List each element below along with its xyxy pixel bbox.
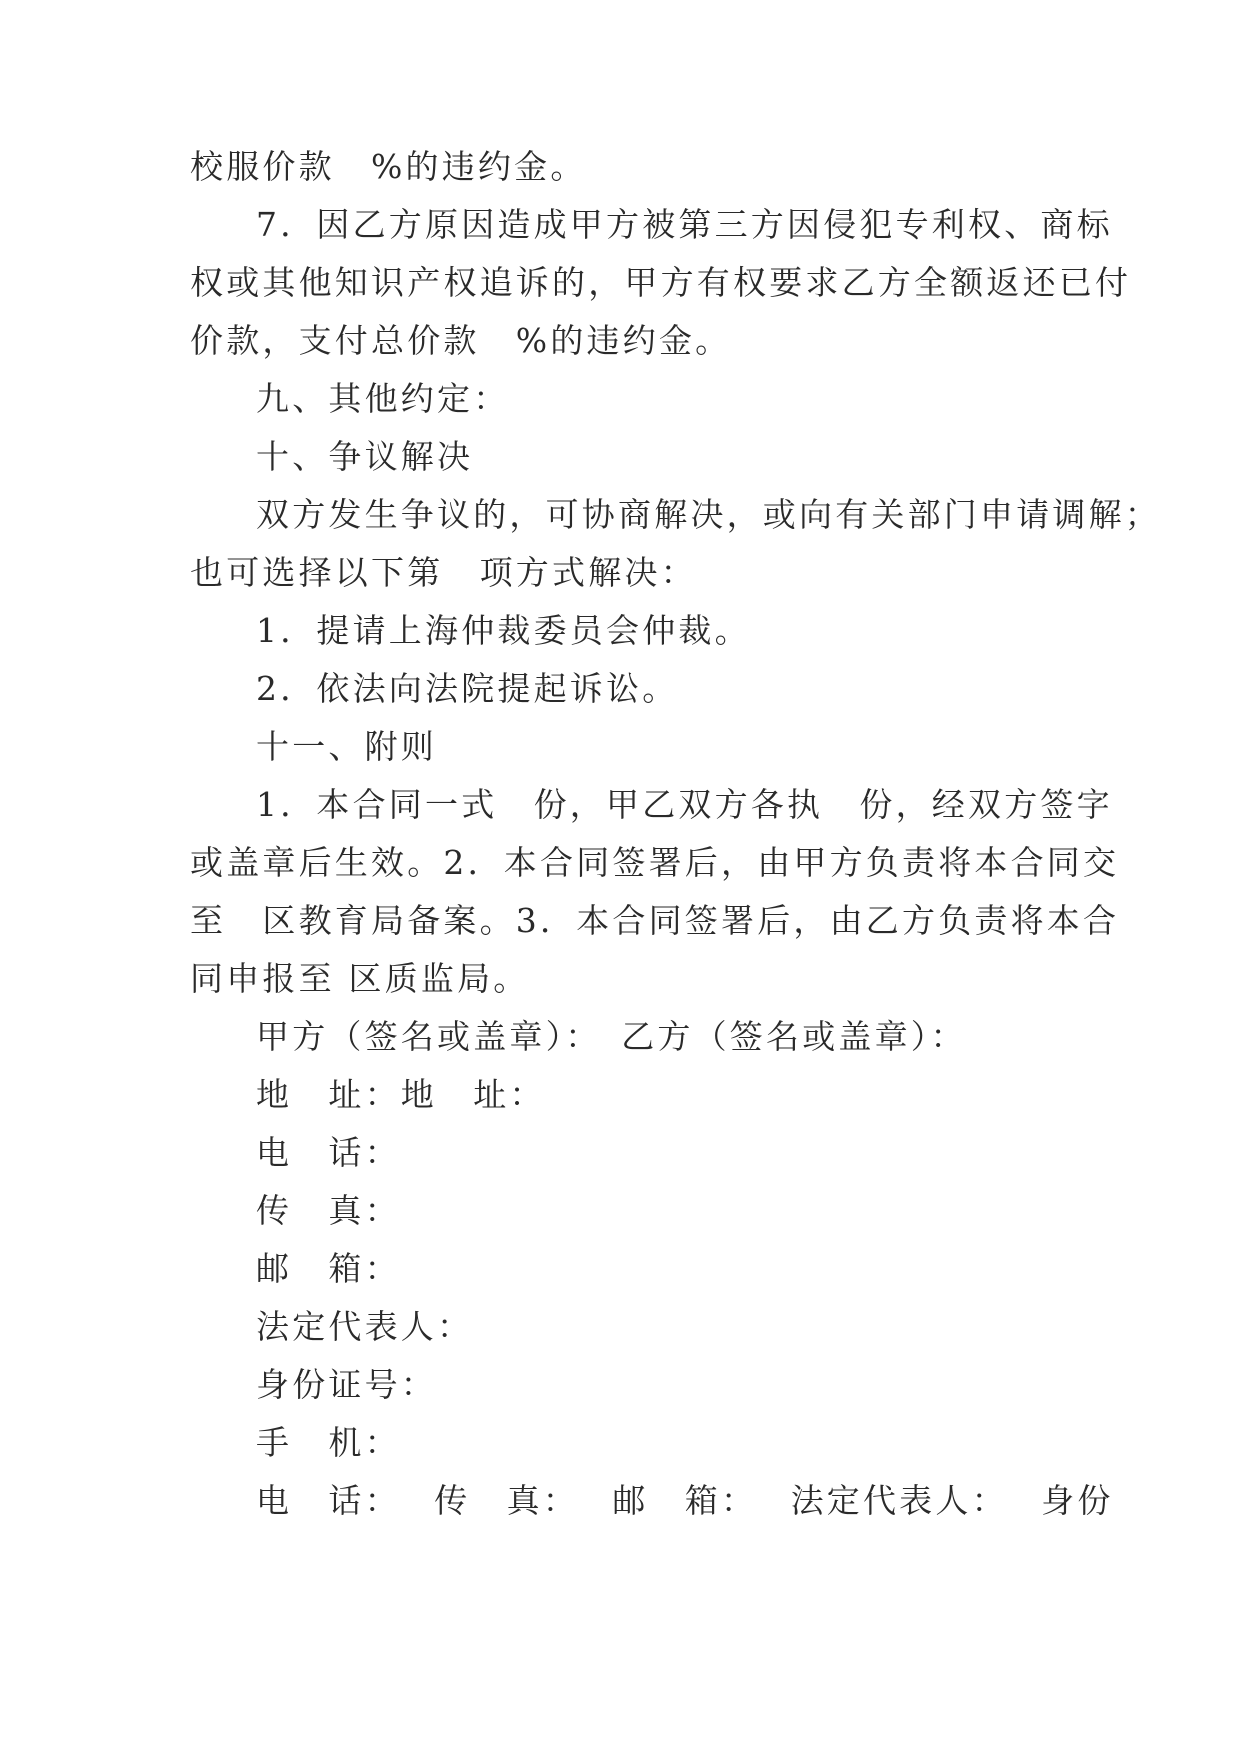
section-heading-dispute: 十、争议解决 bbox=[256, 437, 474, 476]
text-line-7: 双方发生争议的，可协商解决，或向有关部门申请调解； bbox=[256, 495, 1161, 534]
field-row-party-b: 电 话： 传 真： 邮 箱： 法定代表人： 身份 bbox=[256, 1481, 1114, 1520]
signature-parties: 甲方（签名或盖章）： 乙方（签名或盖章）： bbox=[256, 1017, 967, 1056]
field-address: 地 址：地 址： bbox=[256, 1075, 546, 1114]
text-line-15: 同申报至 区质监局。 bbox=[190, 959, 530, 998]
section-heading-appendix: 十一、附则 bbox=[256, 727, 437, 766]
text-line-3: 权或其他知识产权追诉的，甲方有权要求乙方全额返还已付 bbox=[190, 263, 1132, 302]
text-line-1: 校服价款 %的违约金。 bbox=[190, 147, 587, 186]
text-line-12: 1．本合同一式 份，甲乙双方各执 份，经双方签字 bbox=[256, 785, 1113, 824]
field-mobile: 手 机： bbox=[256, 1423, 401, 1462]
text-line-2: 7．因乙方原因造成甲方被第三方因侵犯专利权、商标 bbox=[256, 205, 1113, 244]
text-line-9: 1．提请上海仲裁委员会仲裁。 bbox=[256, 611, 751, 650]
text-line-4: 价款，支付总价款 %的违约金。 bbox=[190, 321, 732, 360]
field-id-number: 身份证号： bbox=[256, 1365, 437, 1404]
text-line-14: 至 区教育局备案。3．本合同签署后，由乙方负责将本合 bbox=[190, 901, 1120, 940]
field-email: 邮 箱： bbox=[256, 1249, 401, 1288]
text-line-13: 或盖章后生效。2．本合同签署后，由甲方负责将本合同交 bbox=[190, 843, 1120, 882]
field-fax: 传 真： bbox=[256, 1191, 401, 1230]
text-line-10: 2．依法向法院提起诉讼。 bbox=[256, 669, 679, 708]
text-line-8: 也可选择以下第 项方式解决： bbox=[190, 553, 697, 592]
field-phone: 电 话： bbox=[256, 1133, 401, 1172]
field-legal-representative: 法定代表人： bbox=[256, 1307, 474, 1346]
section-heading-other-terms: 九、其他约定： bbox=[256, 379, 510, 418]
